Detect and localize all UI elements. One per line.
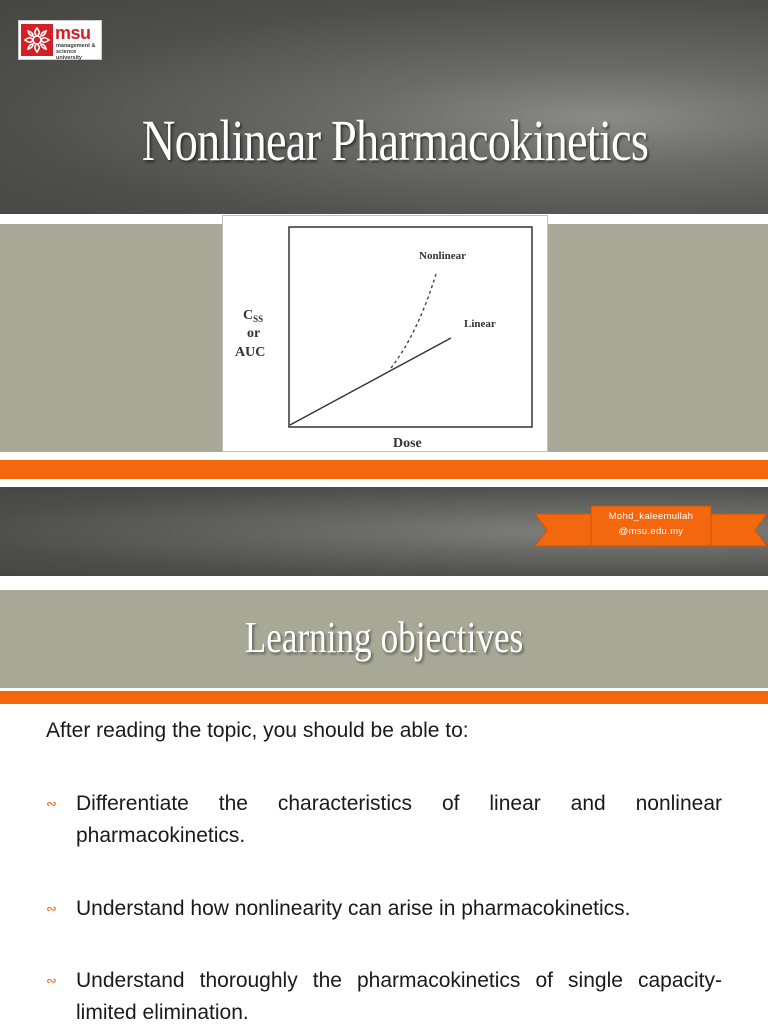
nonlinear-label: Nonlinear [419, 250, 467, 262]
list-item [46, 893, 722, 925]
y-label-css: $C_{SS}$ [243, 308, 264, 324]
author-email [593, 509, 709, 539]
objective-text: Understand how nonlinearity can arise in pharmacokinetics. [76, 897, 631, 920]
divider [0, 479, 768, 487]
objective-text: Differentiate the characteristics of linear and nonlinear pharmacokinetics. [76, 792, 722, 847]
objective-text: Understand thoroughly the pharmacokinetics of single capacity-limited elimination. [76, 969, 722, 1024]
logo-subtitle: management & science university [56, 43, 96, 61]
flourish-bullet-icon: ∾ [46, 796, 57, 811]
linear-label: Linear [464, 318, 496, 330]
accent-bar [0, 691, 768, 704]
nonlinear-curve [391, 274, 436, 368]
list-item [46, 788, 722, 852]
linear-curve [290, 338, 451, 425]
intro-text: After reading the topic, you should be able to: [46, 719, 469, 742]
accent-bar [0, 460, 768, 479]
flourish-bullet-icon: ∾ [46, 973, 57, 988]
list-item [46, 965, 722, 1024]
flower-logo-icon [21, 24, 53, 56]
author-name: Mohd_kaleemullah [608, 511, 694, 522]
figure-svg [223, 216, 549, 453]
x-label-dose: Dose [393, 436, 422, 451]
divider [0, 576, 768, 590]
divider [0, 452, 768, 460]
author-domain: @msu.edu.my [618, 526, 684, 537]
slide-title: Nonlinear Pharmacokinetics [141, 108, 649, 173]
msu-logo [18, 20, 102, 60]
logo-wordmark: msu [55, 23, 91, 43]
y-label-or: or [247, 326, 261, 341]
dose-response-figure [222, 215, 548, 452]
objectives-title: Learning objectives [244, 613, 524, 662]
flourish-bullet-icon: ∾ [46, 901, 57, 916]
y-label-auc: AUC [235, 345, 266, 360]
